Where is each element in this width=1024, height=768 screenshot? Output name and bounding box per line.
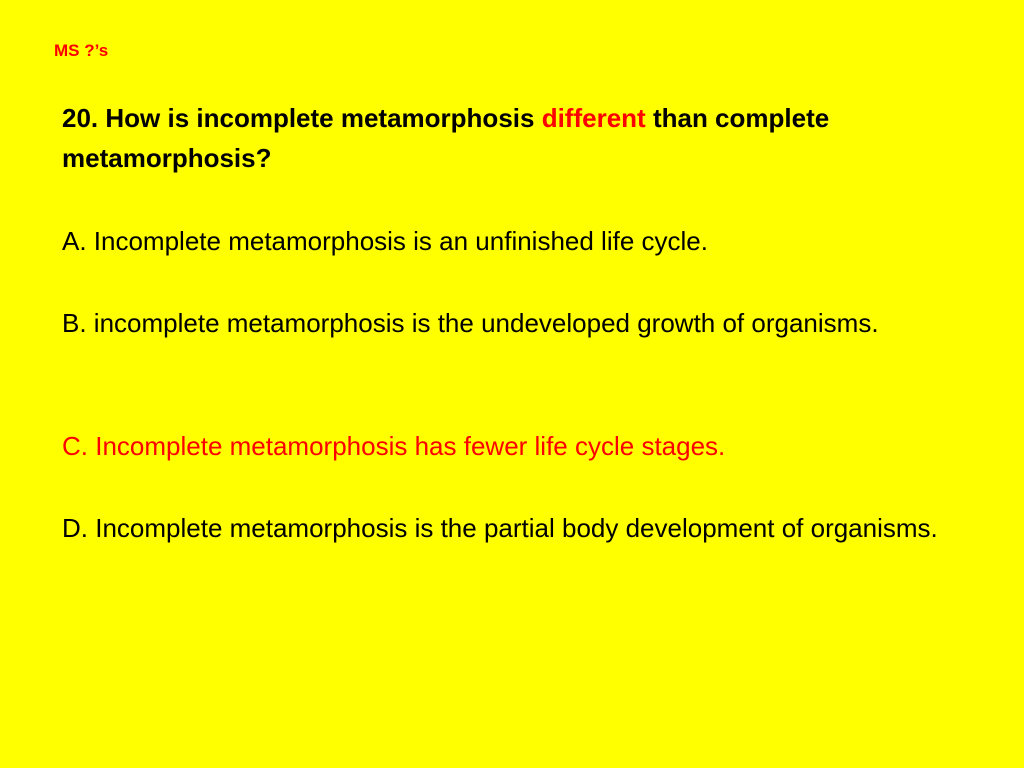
question-text-start: 20. How is incomplete metamorphosis (62, 103, 535, 133)
slide-tag: MS ?’s (54, 41, 109, 60)
question-highlight-word: different (541, 103, 646, 133)
answer-option-a: A. Incomplete metamorphosis is an unfinished life cycle. (62, 226, 708, 256)
answer-option-b: B. incomplete metamorphosis is the undeveloped growth of organisms. (62, 308, 879, 338)
question-text-end: than complete metamorphosis? (62, 103, 830, 173)
answer-option-d: D. Incomplete metamorphosis is the partial body development of organisms. (62, 513, 938, 543)
question-text (62, 98, 962, 178)
answer-option-c: C. Incomplete metamorphosis has fewer life cycle stages. (62, 431, 726, 461)
